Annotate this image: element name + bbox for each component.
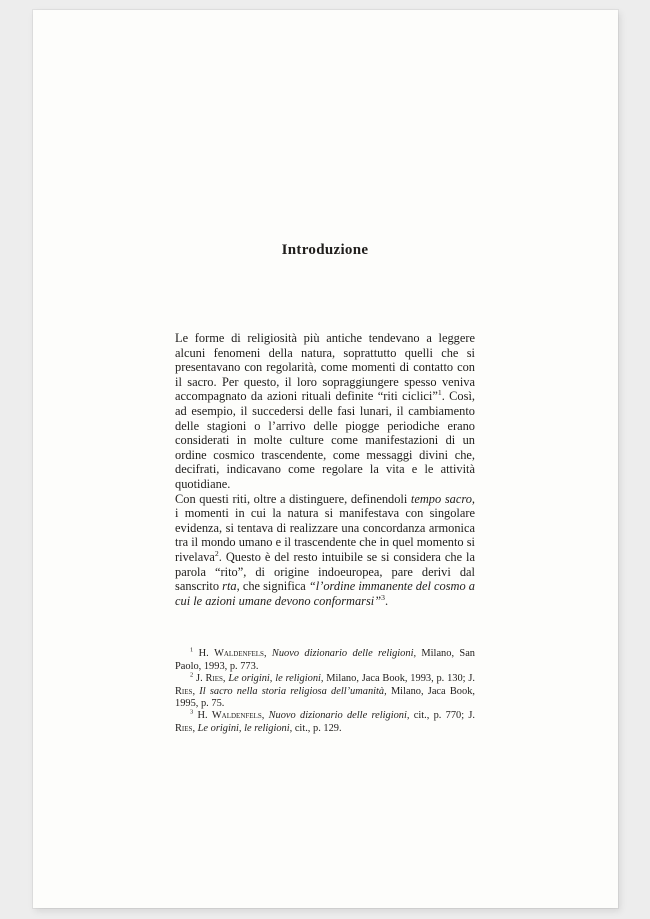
paragraph-1: Le forme di religiosità più antiche tendevano a leggere alcuni fenomeni della natura, soprattutto quelli che si presentavano con regolarità, come momenti di contatto con il sacro. Per questo, il loro sopraggiungere spesso veniva accompagnato da azioni rituali definite “riti ciclici”$^1$. Così, ad esempio, il succedersi delle fasi lunari, il cambiamento delle stagioni o l’arrivo delle piogge periodiche erano considerati in molte culture come manifestazioni di un ordine cosmico trascendente, come messaggi divini che, decifrati, indicavano come regolare la vita e le attività quotidiane. xyxy=(175,331,475,491)
book-page xyxy=(33,10,618,908)
footnotes-section xyxy=(175,648,475,735)
body-text xyxy=(175,331,475,608)
text-block xyxy=(175,242,475,735)
chapter-title: Introduzione xyxy=(281,242,369,258)
footnote-3: $^3$ H. Waldenfels, Nuovo dizionario delle religioni, cit., p. 770; J. Ries, Le origini, le religioni, cit., p. 129. xyxy=(175,708,476,734)
footnote-1: $^1$ H. Waldenfels, Nuovo dizionario delle religioni, Milano, San Paolo, 1993, p. 773. xyxy=(175,646,475,672)
paragraph-2: Con questi riti, oltre a distinguere, definendoli tempo sacro, i momenti in cui la natura si manifestava con singolare evidenza, si tentava di realizzare una concordanza armonica tra il mondo umano e il trascendente che in quel momento si rivelava$^2$. Questo è del resto intuibile se si considera che la parola “rito”, di origine indoeuropea, pare derivi dal sanscrito rta, che significa “l’ordine immanente del cosmo a cui le azioni umane devono conformarsi”$^3$. xyxy=(175,491,475,608)
footnote-2: $^2$ J. Ries, Le origini, le religioni, Milano, Jaca Book, 1993, p. 130; J. Ries, Il sacro nella storia religiosa dell’umanità, Milano, Jaca Book, 1995, p. 75. xyxy=(175,671,475,709)
